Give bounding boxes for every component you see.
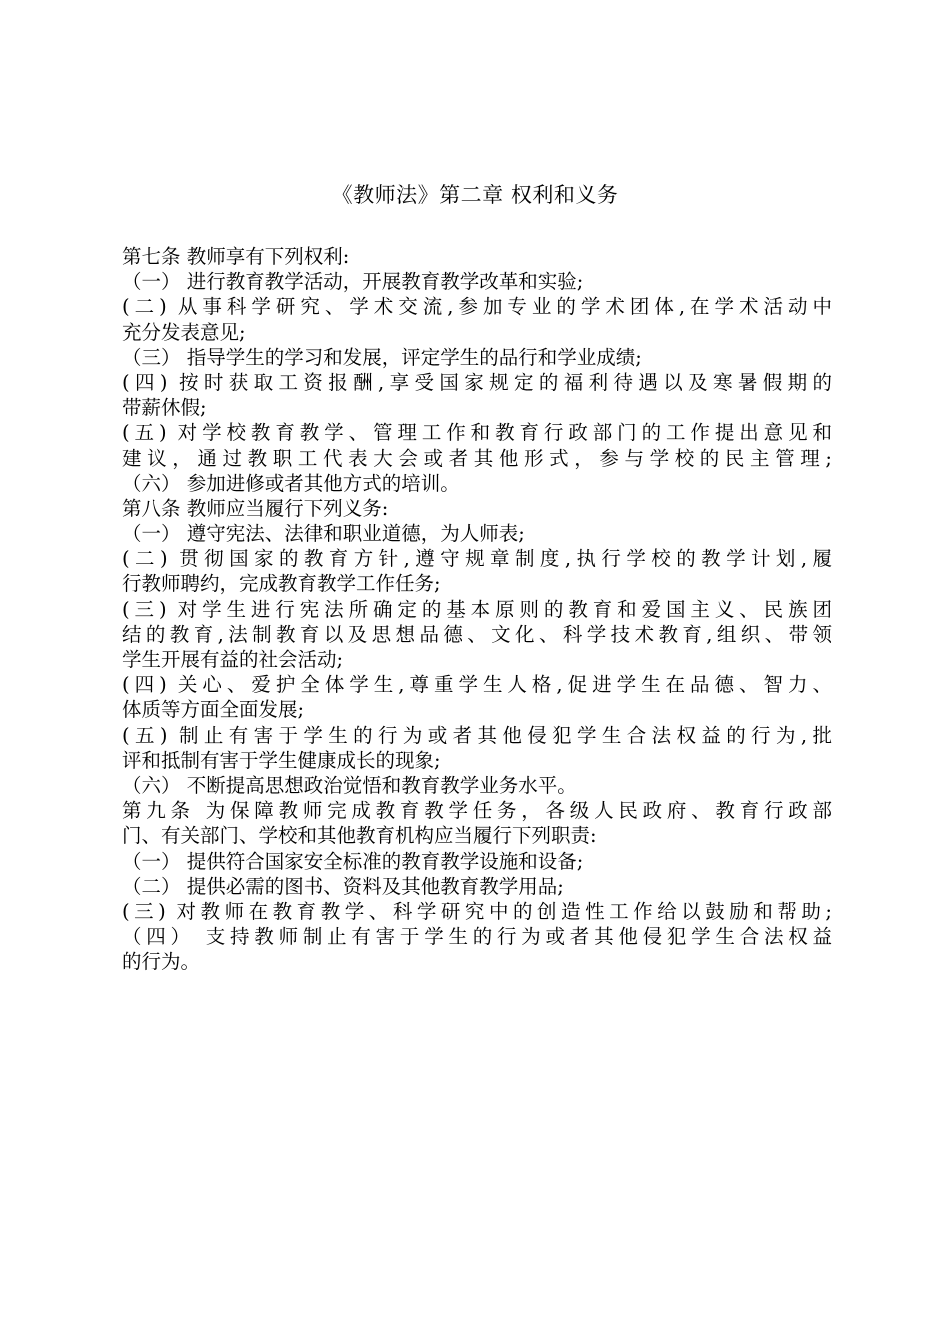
text-line: 的行为。 (122, 950, 201, 974)
text-line: （一） 遵守宪法、法律和职业道德，为人师表; (122, 522, 525, 546)
text-line: 评和抵制有害于学生健康成长的现象; (122, 748, 441, 772)
text-line: 第八条 教师应当履行下列义务: (122, 496, 389, 520)
text-line: 建议，通过教职工代表大会或者其他形式，参与学校的民主管理; (122, 446, 832, 470)
text-line: (二) 从事科学研究、学术交流,参加专业的学术团体,在学术活动中 (122, 295, 832, 319)
text-line: (二) 贯彻国家的教育方针,遵守规章制度,执行学校的教学计划,履 (122, 547, 832, 571)
text-line: 门、有关部门、学校和其他教育机构应当履行下列职责: (122, 824, 597, 848)
text-line: 带薪休假; (122, 396, 207, 420)
text-line: 第七条 教师享有下列权利: (122, 245, 350, 268)
text-line: （六） 不断提高思想政治觉悟和教育教学业务水平。 (122, 773, 577, 797)
text-line: （三） 指导学生的学习和发展，评定学生的品行和学业成绩; (122, 345, 642, 369)
text-line: （四） 支持教师制止有害于学生的行为或者其他侵犯学生合法权益 (122, 925, 832, 949)
text-line: (五) 制止有害于学生的行为或者其他侵犯学生合法权益的行为,批 (122, 723, 832, 747)
text-line: （二） 提供必需的图书、资料及其他教育教学用品; (122, 874, 564, 898)
text-line: (四) 按时获取工资报酬,享受国家规定的福利待遇以及寒暑假期的 (122, 370, 832, 394)
text-line: 充分发表意见; (122, 320, 246, 344)
text-line: （一） 进行教育教学活动，开展教育教学改革和实验; (122, 270, 584, 294)
document-body (122, 244, 832, 974)
document-title: 《教师法》第二章 权利和义务 (331, 183, 619, 207)
text-line: （六） 参加进修或者其他方式的培训。 (122, 471, 460, 495)
text-line: （一） 提供符合国家安全标准的教育教学设施和设备; (122, 849, 584, 873)
text-line: (三) 对学生进行宪法所确定的基本原则的教育和爱国主义、民族团 (122, 597, 832, 621)
text-line: (五) 对学校教育教学、管理工作和教育行政部门的工作提出意见和 (122, 421, 832, 445)
text-line: 结的教育,法制教育以及思想品德、文化、科学技术教育,组织、带领 (122, 622, 832, 646)
text-line: 体质等方面全面发展; (122, 698, 305, 722)
text-line: 第九条 为保障教师完成教育教学任务，各级人民政府、教育行政部 (122, 799, 832, 823)
text-line: 行教师聘约，完成教育教学工作任务; (122, 572, 441, 596)
text-line: (三) 对教师在教育教学、科学研究中的创造性工作给以鼓励和帮助; (122, 899, 832, 923)
text-line: 学生开展有益的社会活动; (122, 648, 344, 671)
text-line: (四) 关心、爱护全体学生,尊重学生人格,促进学生在品德、智力、 (122, 673, 832, 697)
